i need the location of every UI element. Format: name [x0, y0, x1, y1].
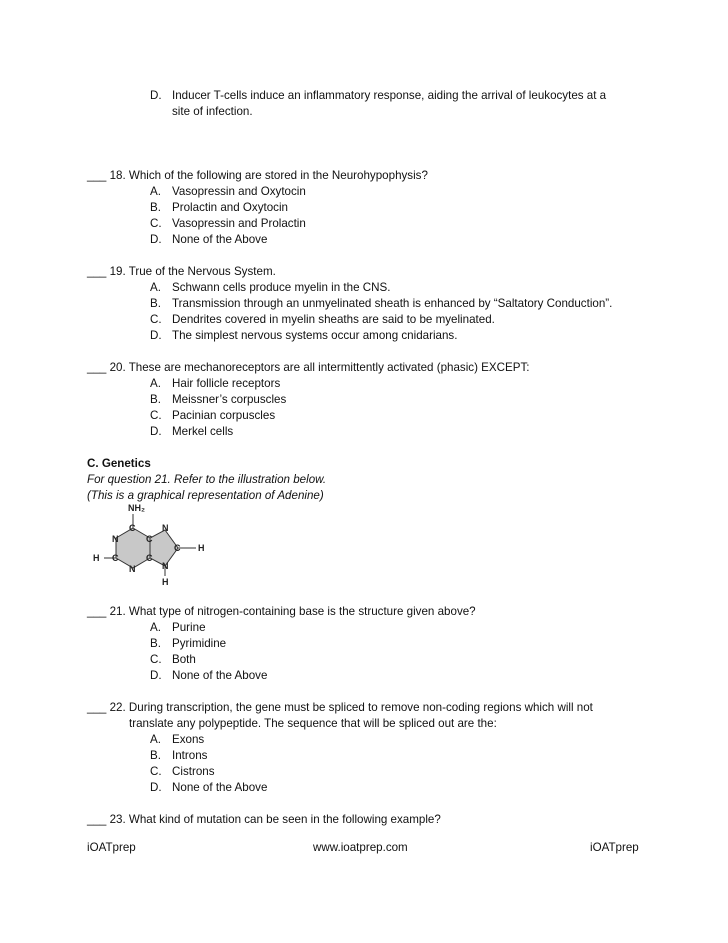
- q18-option-c: C. Vasopressin and Prolactin: [150, 217, 306, 230]
- q21-option-d: D. None of the Above: [150, 669, 268, 682]
- q18-option-d: D. None of the Above: [150, 233, 268, 246]
- q19-option-d: D. The simplest nervous systems occur among cnidarians.: [150, 329, 458, 342]
- atom-h8: H: [198, 543, 205, 553]
- q17-option-d: D. Inducer T-cells induce an inflammatory response, aiding the arrival of leukocytes at a: [150, 89, 607, 102]
- atom-h9: H: [162, 577, 169, 587]
- atom-h2: H: [93, 553, 100, 563]
- footer-center-url[interactable]: www.ioatprep.com: [313, 841, 408, 854]
- atom-n7: N: [162, 523, 169, 533]
- q19-option-b: B. Transmission through an unmyelinated sheath is enhanced by “Saltatory Conduction”.: [150, 297, 613, 310]
- atom-n1: N: [112, 534, 119, 544]
- q17-option-d-cont: site of infection.: [172, 105, 253, 118]
- q22-option-b: B. Introns: [150, 749, 208, 762]
- q21-option-c: C. Both: [150, 653, 196, 666]
- question-20-stem: ___ 20. These are mechanoreceptors are all intermittently activated (phasic) EXCEPT:: [87, 361, 530, 374]
- q20-option-a: A. Hair follicle receptors: [150, 377, 281, 390]
- atom-c5: C: [146, 534, 153, 544]
- footer-right: iOATprep: [590, 841, 639, 854]
- adenine-structure-diagram: [88, 500, 218, 590]
- question-21-stem: ___ 21. What type of nitrogen-containing base is the structure given above?: [87, 605, 476, 618]
- q19-option-a: A. Schwann cells produce myelin in the CNS.: [150, 281, 391, 294]
- question-22-stem: ___ 22. During transcription, the gene must be spliced to remove non-coding regions which will not: [87, 701, 593, 714]
- question-22-stem-cont: translate any polypeptide. The sequence that will be spliced out are the:: [129, 717, 497, 730]
- question-18-stem: ___ 18. Which of the following are stored in the Neurohypophysis?: [87, 169, 428, 182]
- question-19-stem: ___ 19. True of the Nervous System.: [87, 265, 276, 278]
- atom-nh2: NH₂: [128, 503, 145, 513]
- question-23-stem: ___ 23. What kind of mutation can be seen in the following example?: [87, 813, 441, 826]
- q20-option-c: C. Pacinian corpuscles: [150, 409, 276, 422]
- section-heading: C. Genetics: [87, 457, 151, 470]
- section-note-1: For question 21. Refer to the illustration below.: [87, 473, 327, 486]
- q18-option-a: A. Vasopressin and Oxytocin: [150, 185, 306, 198]
- q20-option-b: B. Meissner’s corpuscles: [150, 393, 287, 406]
- q22-option-c: C. Cistrons: [150, 765, 215, 778]
- q21-option-a: A. Purine: [150, 621, 206, 634]
- q18-option-b: B. Prolactin and Oxytocin: [150, 201, 288, 214]
- atom-c8: C: [174, 543, 181, 553]
- q22-option-a: A. Exons: [150, 733, 205, 746]
- atom-c4: C: [146, 553, 153, 563]
- q20-option-d: D. Merkel cells: [150, 425, 234, 438]
- atom-n3: N: [129, 564, 136, 574]
- atom-n9: N: [162, 561, 169, 571]
- atom-c6: C: [129, 523, 136, 533]
- q19-option-c: C. Dendrites covered in myelin sheaths are said to be myelinated.: [150, 313, 495, 326]
- atom-c2: C: [112, 553, 119, 563]
- section-note-2: (This is a graphical representation of Adenine): [87, 489, 324, 502]
- footer-left: iOATprep: [87, 841, 136, 854]
- q21-option-b: B. Pyrimidine: [150, 637, 227, 650]
- q22-option-d: D. None of the Above: [150, 781, 268, 794]
